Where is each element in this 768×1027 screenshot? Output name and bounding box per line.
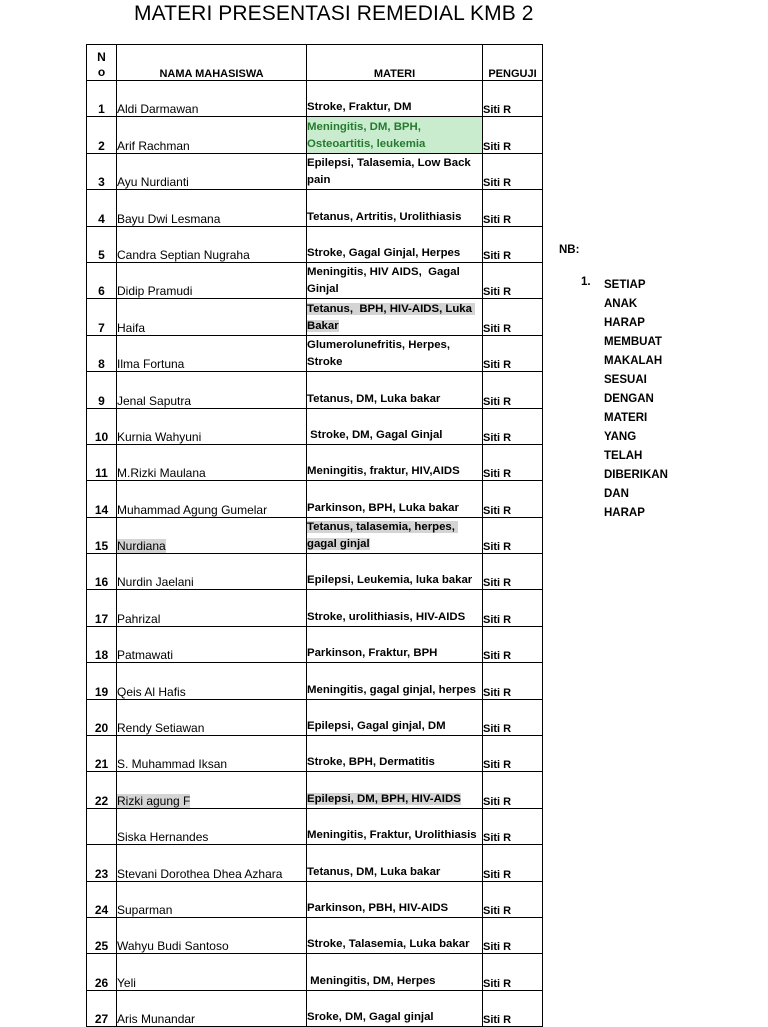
materi-cell (307, 590, 483, 626)
materi-cell (307, 808, 483, 844)
materi-text: Meningitis, HIV AIDS, Gagal Ginjal (307, 266, 463, 296)
materi-cell (307, 372, 483, 408)
materi-cell (307, 408, 483, 444)
materi-text: Meningitis, gagal ginjal, herpes (307, 683, 476, 696)
materi-text: Glumerolunefritis, Herpes, Stroke (307, 339, 454, 369)
penguji-cell: Siti R (483, 262, 543, 298)
student-name (117, 153, 307, 189)
materi-cell (307, 153, 483, 189)
student-name (117, 954, 307, 990)
penguji-cell: Siti R (483, 663, 543, 699)
student-name-text: Nurdin Jaelani (117, 575, 194, 590)
note-word: SESUAI (604, 374, 647, 386)
materi-cell (307, 626, 483, 662)
row-number: 23 (87, 845, 117, 881)
materi-text: Epilepsi, Talasemia, Low Back pain (307, 157, 474, 187)
note-word: DIBERIKAN (604, 469, 668, 481)
materi-cell (307, 517, 483, 553)
student-name (117, 226, 307, 262)
materi-cell (307, 335, 483, 371)
note-word: MATERI (604, 412, 648, 424)
student-name-text: Pahrizal (117, 611, 161, 626)
student-name (117, 663, 307, 699)
penguji-cell: Siti R (483, 517, 543, 553)
table-row (87, 226, 543, 262)
student-name-text: Aldi Darmawan (117, 102, 199, 117)
student-name-text: Stevani Dorothea Dhea Azhara (117, 866, 283, 881)
student-name-text: Ayu Nurdianti (117, 175, 189, 190)
penguji-cell: Siti R (483, 408, 543, 444)
row-number: 16 (87, 554, 117, 590)
row-number: 11 (87, 444, 117, 480)
student-name-text: Qeis Al Hafis (117, 684, 186, 699)
materi-text: Stroke, Fraktur, DM (307, 101, 412, 114)
materi-text: Meningitis, Fraktur, Urolithiasis (307, 829, 477, 842)
penguji-cell: Siti R (483, 845, 543, 881)
materi-text: Parkinson, BPH, Luka bakar (307, 501, 459, 514)
table-row (87, 554, 543, 590)
student-name-text: Candra Septian Nugraha (117, 247, 250, 262)
table-row (87, 663, 543, 699)
note-word: ANAK (604, 298, 638, 310)
row-number: 15 (87, 517, 117, 553)
note-word: MEMBUAT (604, 336, 662, 348)
student-name (117, 517, 307, 553)
row-number: 5 (87, 226, 117, 262)
penguji-cell: Siti R (483, 626, 543, 662)
row-number (87, 808, 117, 844)
penguji-cell: Siti R (483, 554, 543, 590)
materi-cell (307, 990, 483, 1026)
note-word: DAN (604, 488, 629, 500)
student-name (117, 990, 307, 1026)
table-row (87, 772, 543, 808)
table-row (87, 881, 543, 917)
student-name-text: Suparman (117, 902, 173, 917)
materi-text: Stroke, urolithiasis, HIV-AIDS (307, 610, 466, 623)
materi-cell (307, 190, 483, 226)
student-name (117, 81, 307, 117)
penguji-cell: Siti R (483, 372, 543, 408)
materi-cell (307, 736, 483, 772)
student-name-text: Ilma Fortuna (117, 357, 185, 372)
student-table (86, 44, 543, 1027)
student-name-text: Haifa (117, 320, 146, 335)
materi-text: Stroke, Talasemia, Luka bakar (307, 938, 470, 951)
materi-cell (307, 772, 483, 808)
student-name (117, 481, 307, 517)
materi-text: Epilepsi, DM, BPH, HIV-AIDS (307, 792, 461, 805)
row-number: 25 (87, 917, 117, 953)
materi-text: Tetanus, DM, Luka bakar (307, 392, 441, 405)
student-name (117, 299, 307, 335)
penguji-cell: Siti R (483, 917, 543, 953)
student-name (117, 444, 307, 480)
materi-cell (307, 226, 483, 262)
materi-cell (307, 554, 483, 590)
row-number: 2 (87, 117, 117, 153)
student-name (117, 808, 307, 844)
penguji-cell: Siti R (483, 881, 543, 917)
materi-text: Tetanus, talasemia, herpes, gagal ginjal (307, 521, 459, 551)
materi-cell (307, 954, 483, 990)
note-word: MAKALAH (604, 355, 663, 367)
note-word: TELAH (604, 450, 643, 462)
student-name (117, 262, 307, 298)
note-word: DENGAN (604, 393, 654, 405)
student-name (117, 736, 307, 772)
table-row (87, 917, 543, 953)
materi-text: Meningitis, DM, BPH, Osteoartitis, leukemia (307, 120, 426, 150)
student-name-text: M.Rizki Maulana (117, 466, 206, 481)
materi-text: Stroke, Gagal Ginjal, Herpes (307, 246, 461, 259)
row-number: 3 (87, 153, 117, 189)
materi-text: Tetanus, DM, Luka bakar (307, 865, 441, 878)
penguji-cell: Siti R (483, 772, 543, 808)
materi-cell (307, 881, 483, 917)
materi-cell (307, 262, 483, 298)
materi-cell (307, 81, 483, 117)
materi-text: Sroke, DM, Gagal ginjal (307, 1011, 434, 1024)
student-name (117, 917, 307, 953)
materi-text: Tetanus, BPH, HIV-AIDS, Luka Bakar (307, 302, 476, 332)
penguji-cell: Siti R (483, 117, 543, 153)
header-no (87, 45, 117, 81)
penguji-cell: Siti R (483, 444, 543, 480)
penguji-cell: Siti R (483, 226, 543, 262)
table-row (87, 590, 543, 626)
materi-text: Stroke, BPH, Dermatitis (307, 756, 435, 769)
nb-label: NB: (559, 244, 580, 256)
table-row (87, 954, 543, 990)
student-name-text: Rendy Setiawan (117, 721, 205, 736)
penguji-cell: Siti R (483, 190, 543, 226)
penguji-cell: Siti R (483, 954, 543, 990)
table-row (87, 517, 543, 553)
student-name-text: Didip Pramudi (117, 284, 193, 299)
penguji-cell: Siti R (483, 808, 543, 844)
materi-text: Meningitis, DM, Herpes (307, 974, 436, 987)
row-number: 19 (87, 663, 117, 699)
penguji-cell: Siti R (483, 590, 543, 626)
table-row (87, 845, 543, 881)
student-name-text: Arif Rachman (117, 138, 190, 153)
row-number: 22 (87, 772, 117, 808)
student-name (117, 626, 307, 662)
row-number: 26 (87, 954, 117, 990)
materi-text: Epilepsi, Gagal ginjal, DM (307, 720, 446, 733)
note-word: SETIAP (604, 279, 646, 291)
penguji-cell: Siti R (483, 81, 543, 117)
table-row (87, 481, 543, 517)
student-name-text: Aris Munandar (117, 1012, 196, 1027)
note-word: HARAP (604, 317, 645, 329)
row-number: 6 (87, 262, 117, 298)
student-name-text: S. Muhammad Iksan (117, 757, 228, 772)
student-name (117, 590, 307, 626)
materi-cell (307, 117, 483, 153)
materi-cell (307, 299, 483, 335)
row-number: 1 (87, 81, 117, 117)
row-number: 17 (87, 590, 117, 626)
table-row (87, 444, 543, 480)
penguji-cell: Siti R (483, 299, 543, 335)
student-name-text: Nurdiana (117, 539, 166, 554)
table-row (87, 626, 543, 662)
materi-cell (307, 481, 483, 517)
materi-text: Stroke, DM, Gagal Ginjal (307, 428, 443, 441)
table-row (87, 190, 543, 226)
student-name-text: Yeli (117, 975, 136, 990)
student-name-text: Muhammad Agung Gumelar (117, 502, 268, 517)
header-penguji: PENGUJI (483, 45, 543, 81)
materi-text: Meningitis, fraktur, HIV,AIDS (307, 465, 460, 478)
row-number: 27 (87, 990, 117, 1026)
row-number: 18 (87, 626, 117, 662)
table-row (87, 372, 543, 408)
student-name (117, 117, 307, 153)
table-row (87, 408, 543, 444)
row-number: 10 (87, 408, 117, 444)
student-name-text: Siska Hernandes (117, 830, 209, 845)
table-row (87, 808, 543, 844)
row-number: 14 (87, 481, 117, 517)
student-name (117, 190, 307, 226)
student-name-text: Kurnia Wahyuni (117, 429, 202, 444)
header-name: NAMA MAHASISWA (117, 45, 307, 81)
header-materi: MATERI (307, 45, 483, 81)
row-number: 20 (87, 699, 117, 735)
student-name (117, 881, 307, 917)
student-name (117, 772, 307, 808)
document-title: MATERI PRESENTASI REMEDIAL KMB 2 (134, 2, 534, 25)
header-no-line2: o (97, 65, 106, 79)
row-number: 21 (87, 736, 117, 772)
student-name (117, 372, 307, 408)
materi-text: Parkinson, PBH, HIV-AIDS (307, 901, 449, 914)
penguji-cell: Siti R (483, 153, 543, 189)
student-name-text: Rizki agung F (117, 793, 191, 808)
note-text (604, 276, 714, 523)
table-header-row (87, 45, 543, 81)
table-row (87, 736, 543, 772)
note-word: YANG (604, 431, 637, 443)
row-number: 24 (87, 881, 117, 917)
row-number: 8 (87, 335, 117, 371)
student-name-text: Jenal Saputra (117, 393, 192, 408)
note-word: HARAP (604, 507, 645, 519)
materi-cell (307, 845, 483, 881)
header-no-line1: N (97, 50, 106, 64)
student-name (117, 699, 307, 735)
student-name-text: Wahyu Budi Santoso (117, 939, 229, 954)
materi-text: Tetanus, Artritis, Urolithiasis (307, 210, 462, 223)
note-number: 1. (581, 276, 591, 288)
table-row (87, 299, 543, 335)
row-number: 4 (87, 190, 117, 226)
materi-cell (307, 663, 483, 699)
materi-cell (307, 917, 483, 953)
student-name (117, 335, 307, 371)
materi-cell (307, 444, 483, 480)
row-number: 7 (87, 299, 117, 335)
table-row (87, 153, 543, 189)
student-name-text: Patmawati (117, 648, 174, 663)
student-name (117, 845, 307, 881)
table-row (87, 990, 543, 1026)
penguji-cell: Siti R (483, 699, 543, 735)
row-number: 9 (87, 372, 117, 408)
table-row (87, 262, 543, 298)
table-row (87, 699, 543, 735)
materi-cell (307, 699, 483, 735)
student-name (117, 554, 307, 590)
table-row (87, 81, 543, 117)
penguji-cell: Siti R (483, 990, 543, 1026)
penguji-cell: Siti R (483, 736, 543, 772)
materi-text: Parkinson, Fraktur, BPH (307, 647, 438, 660)
table-row (87, 117, 543, 153)
student-name (117, 408, 307, 444)
student-name-text: Bayu Dwi Lesmana (117, 211, 221, 226)
materi-text: Epilepsi, Leukemia, luka bakar (307, 574, 473, 587)
penguji-cell: Siti R (483, 481, 543, 517)
table-row (87, 335, 543, 371)
penguji-cell: Siti R (483, 335, 543, 371)
